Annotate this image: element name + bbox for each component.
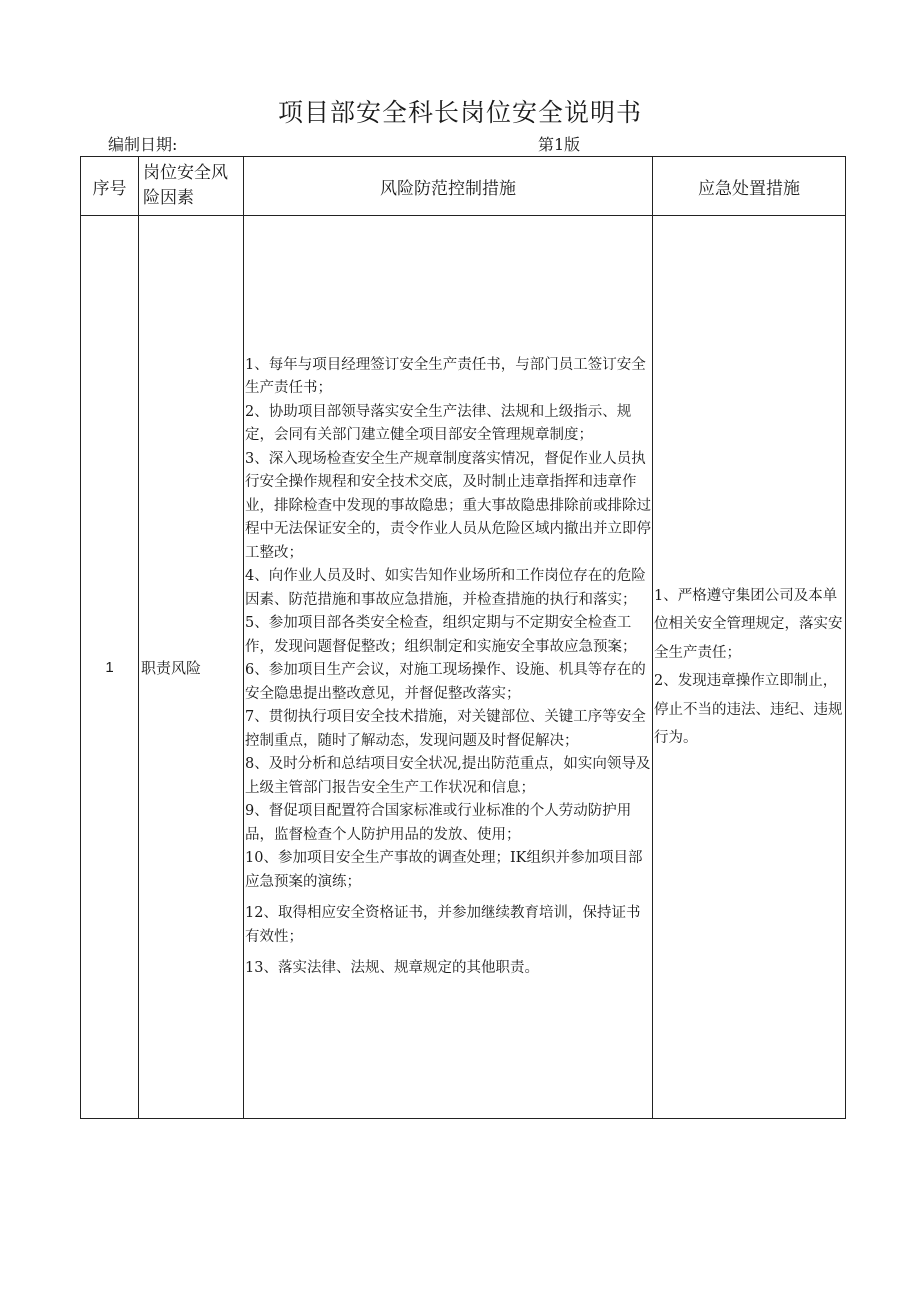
measure-item: 8、及时分析和总结项目安全状况,提出防范重点，如实向领导及上级主管部门报告安全生产工作状况和信息； — [245, 756, 651, 796]
measure-item: 6、参加项目生产会议，对施工现场操作、设施、机具等存在的安全隐患提出整改意见，并督促整改落实； — [245, 662, 646, 702]
compile-date-label: 编制日期: — [108, 135, 178, 154]
header-risk-factor: 岗位安全风险因素 — [139, 157, 244, 216]
header-emergency-measures: 应急处置措施 — [653, 157, 846, 216]
emergency-item: 1、严格遵守集团公司及本单位相关安全管理规定，落实安全生产责任； — [654, 587, 843, 661]
measure-item: 1、每年与项目经理签订安全生产责任书，与部门员工签订安全生产责任书； — [245, 356, 646, 396]
emergency-item: 2、发现违章操作立即制止，停止不当的违法、违纪、违规行为。 — [654, 673, 843, 746]
row-number: 1 — [81, 216, 139, 1119]
emergency-measures-cell — [653, 216, 846, 1119]
version-label: 第1版 — [538, 135, 581, 154]
risk-factor-cell: 职责风险 — [139, 216, 244, 1119]
measure-item: 13、落实法律、法规、规章规定的其他职责。 — [245, 960, 539, 976]
table-row — [81, 216, 846, 1119]
safety-responsibility-table — [80, 156, 846, 1119]
measure-item: 9、督促项目配置符合国家标准或行业标准的个人劳动防护用品，监督检查个人防护用品的发放、使用； — [245, 803, 632, 843]
measure-item: 7、贯彻执行项目安全技术措施，对关键部位、关键工序等安全控制重点，随时了解动态，发现问题及时督促解决； — [245, 709, 646, 749]
measure-item: 4、向作业人员及时、如实告知作业场所和工作岗位存在的危险因素、防范措施和事故应急措施，并检查措施的执行和落实； — [245, 568, 646, 608]
measure-item: 5、参加项目部各类安全检查，组织定期与不定期安全检查工作，发现问题督促整改；组织制定和实施安全事故应急预案； — [245, 615, 637, 655]
header-control-measures: 风险防范控制措施 — [244, 157, 653, 216]
document-title: 项目部安全科长岗位安全说明书 — [277, 98, 642, 127]
control-measures-cell — [244, 216, 653, 1119]
measure-item: 2、协助项目部领导落实安全生产法律、法规和上级指示、规定，会同有关部门建立健全项目部安全管理规章制度； — [245, 403, 632, 443]
header-no: 序号 — [81, 157, 139, 216]
table-header-row — [81, 157, 846, 216]
measure-item: 3、深入现场检查安全生产规章制度落实情况，督促作业人员执行安全操作规程和安全技术交底，及时制止违章指挥和违章作业，排除检查中发现的事故隐患；重大事故隐患排除前或排除过程中无法保证安全的，责令作业人员从危险区域内撤出并立即停工整改； — [245, 450, 651, 561]
measure-item: 12、取得相应安全资格证书，并参加继续教育培训，保持证书有效性； — [245, 905, 641, 945]
measure-item: 10、参加项目安全生产事故的调查处理；IK组织并参加项目部应急预案的演练； — [245, 850, 643, 890]
